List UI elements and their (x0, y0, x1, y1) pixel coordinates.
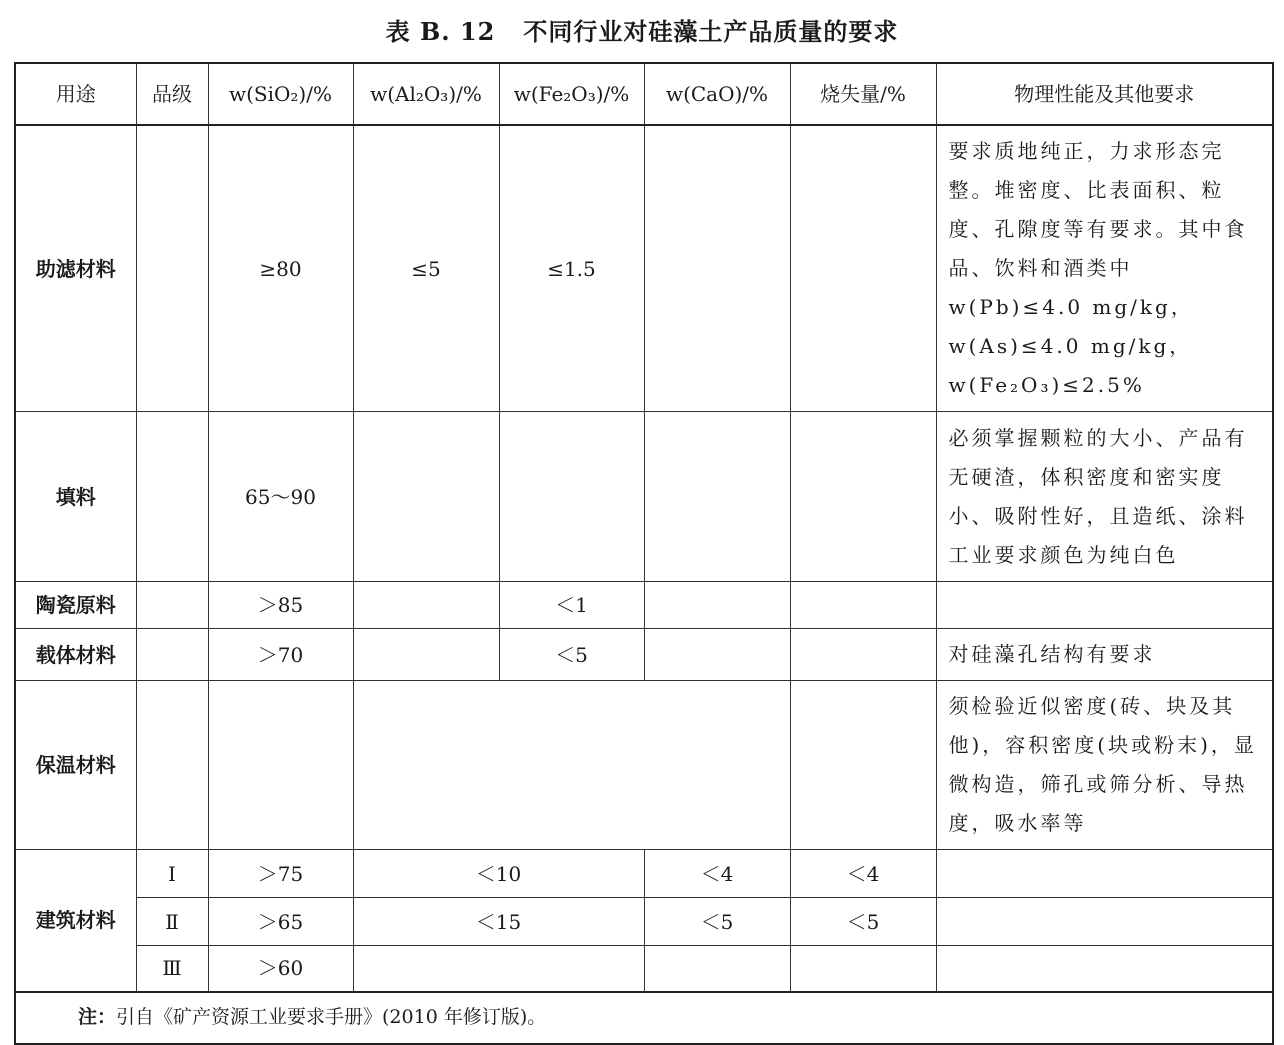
al-fe-cell: ＜15 (353, 898, 644, 946)
loss-cell (790, 582, 936, 629)
fe2o3-cell: ≤1.5 (499, 125, 644, 412)
cao-cell (644, 412, 790, 582)
fe2o3-cell (499, 412, 644, 582)
header-sio2: w(SiO₂)/% (208, 63, 353, 125)
table-row (15, 898, 1273, 946)
grade-cell (136, 412, 208, 582)
table-row (15, 125, 1273, 412)
table-caption (0, 12, 1284, 47)
table-row (15, 946, 1273, 992)
loss-cell (790, 125, 936, 412)
sio2-cell: ＞60 (208, 946, 353, 992)
loss-cell (790, 412, 936, 582)
loss-cell (790, 629, 936, 681)
header-al2o3: w(Al₂O₃)/% (353, 63, 499, 125)
sio2-cell: ＞65 (208, 898, 353, 946)
sio2-cell: ＞85 (208, 582, 353, 629)
al2o3-cell (353, 582, 499, 629)
requirement-cell (936, 946, 1273, 992)
cao-cell (644, 582, 790, 629)
grade-cell (136, 582, 208, 629)
grade-cell: Ⅱ (136, 898, 208, 946)
grade-cell (136, 125, 208, 412)
table-row (15, 412, 1273, 582)
header-fe2o3: w(Fe₂O₃)/% (499, 63, 644, 125)
use-cell: 填料 (15, 412, 136, 582)
requirement-cell (936, 582, 1273, 629)
use-cell: 建筑材料 (15, 850, 136, 992)
quality-requirements-table (14, 62, 1274, 1045)
cao-cell: ＜4 (644, 850, 790, 898)
grade-cell (136, 681, 208, 850)
table-row (15, 582, 1273, 629)
loss-cell (790, 681, 936, 850)
requirement-cell (936, 850, 1273, 898)
header-cao: w(CaO)/% (644, 63, 790, 125)
grade-cell (136, 629, 208, 681)
sio2-cell: 65～90 (208, 412, 353, 582)
use-cell: 保温材料 (15, 681, 136, 850)
loss-cell (790, 946, 936, 992)
table-row (15, 681, 1273, 850)
requirement-cell: 要求质地纯正，力求形态完整。堆密度、比表面积、粒度、孔隙度等有要求。其中食品、饮料和酒类中 w(Pb)≤4.0 mg/kg，w(As)≤4.0 mg/kg，w(Fe₂O₃)≤2.5% (936, 125, 1273, 412)
table-number: 表 B. 12 (385, 17, 496, 46)
grade-cell: Ⅰ (136, 850, 208, 898)
use-cell: 助滤材料 (15, 125, 136, 412)
sio2-cell (208, 681, 353, 850)
header-grade: 品级 (136, 63, 208, 125)
table-row (15, 629, 1273, 681)
note-label: 注： (78, 1006, 117, 1029)
header-use: 用途 (15, 63, 136, 125)
cao-cell (644, 125, 790, 412)
cao-cell (644, 629, 790, 681)
loss-cell: ＜5 (790, 898, 936, 946)
header-row (15, 63, 1273, 125)
header-loss: 烧失量/% (790, 63, 936, 125)
al-fe-cell: ＜10 (353, 850, 644, 898)
requirement-cell: 必须掌握颗粒的大小、产品有无硬渣，体积密度和密实度小、吸附性好，且造纸、涂料工业要求颜色为纯白色 (936, 412, 1273, 582)
table-title: 不同行业对硅藻土产品质量的要求 (523, 18, 899, 46)
al2o3-cell (353, 629, 499, 681)
sio2-cell: ≥80 (208, 125, 353, 412)
requirement-cell: 须检验近似密度(砖、块及其他)，容积密度(块或粉末)，显微构造，筛孔或筛分析、导热度，吸水率等 (936, 681, 1273, 850)
cao-cell (644, 946, 790, 992)
header-other: 物理性能及其他要求 (936, 63, 1273, 125)
al2o3-cell (353, 412, 499, 582)
table-row (15, 850, 1273, 898)
requirement-cell: 对硅藻孔结构有要求 (936, 629, 1273, 681)
fe2o3-cell: ＜5 (499, 629, 644, 681)
loss-cell: ＜4 (790, 850, 936, 898)
fe2o3-cell: ＜1 (499, 582, 644, 629)
grade-cell: Ⅲ (136, 946, 208, 992)
note-text: 引自《矿产资源工业要求手册》(2010 年修订版)。 (116, 1006, 547, 1029)
note-row (15, 992, 1273, 1044)
merged-oxide-cell (353, 681, 790, 850)
al-fe-cell (353, 946, 644, 992)
use-cell: 陶瓷原料 (15, 582, 136, 629)
sio2-cell: ＞75 (208, 850, 353, 898)
al2o3-cell: ≤5 (353, 125, 499, 412)
note-cell (15, 992, 1273, 1044)
cao-cell: ＜5 (644, 898, 790, 946)
requirement-cell (936, 898, 1273, 946)
use-cell: 载体材料 (15, 629, 136, 681)
sio2-cell: ＞70 (208, 629, 353, 681)
